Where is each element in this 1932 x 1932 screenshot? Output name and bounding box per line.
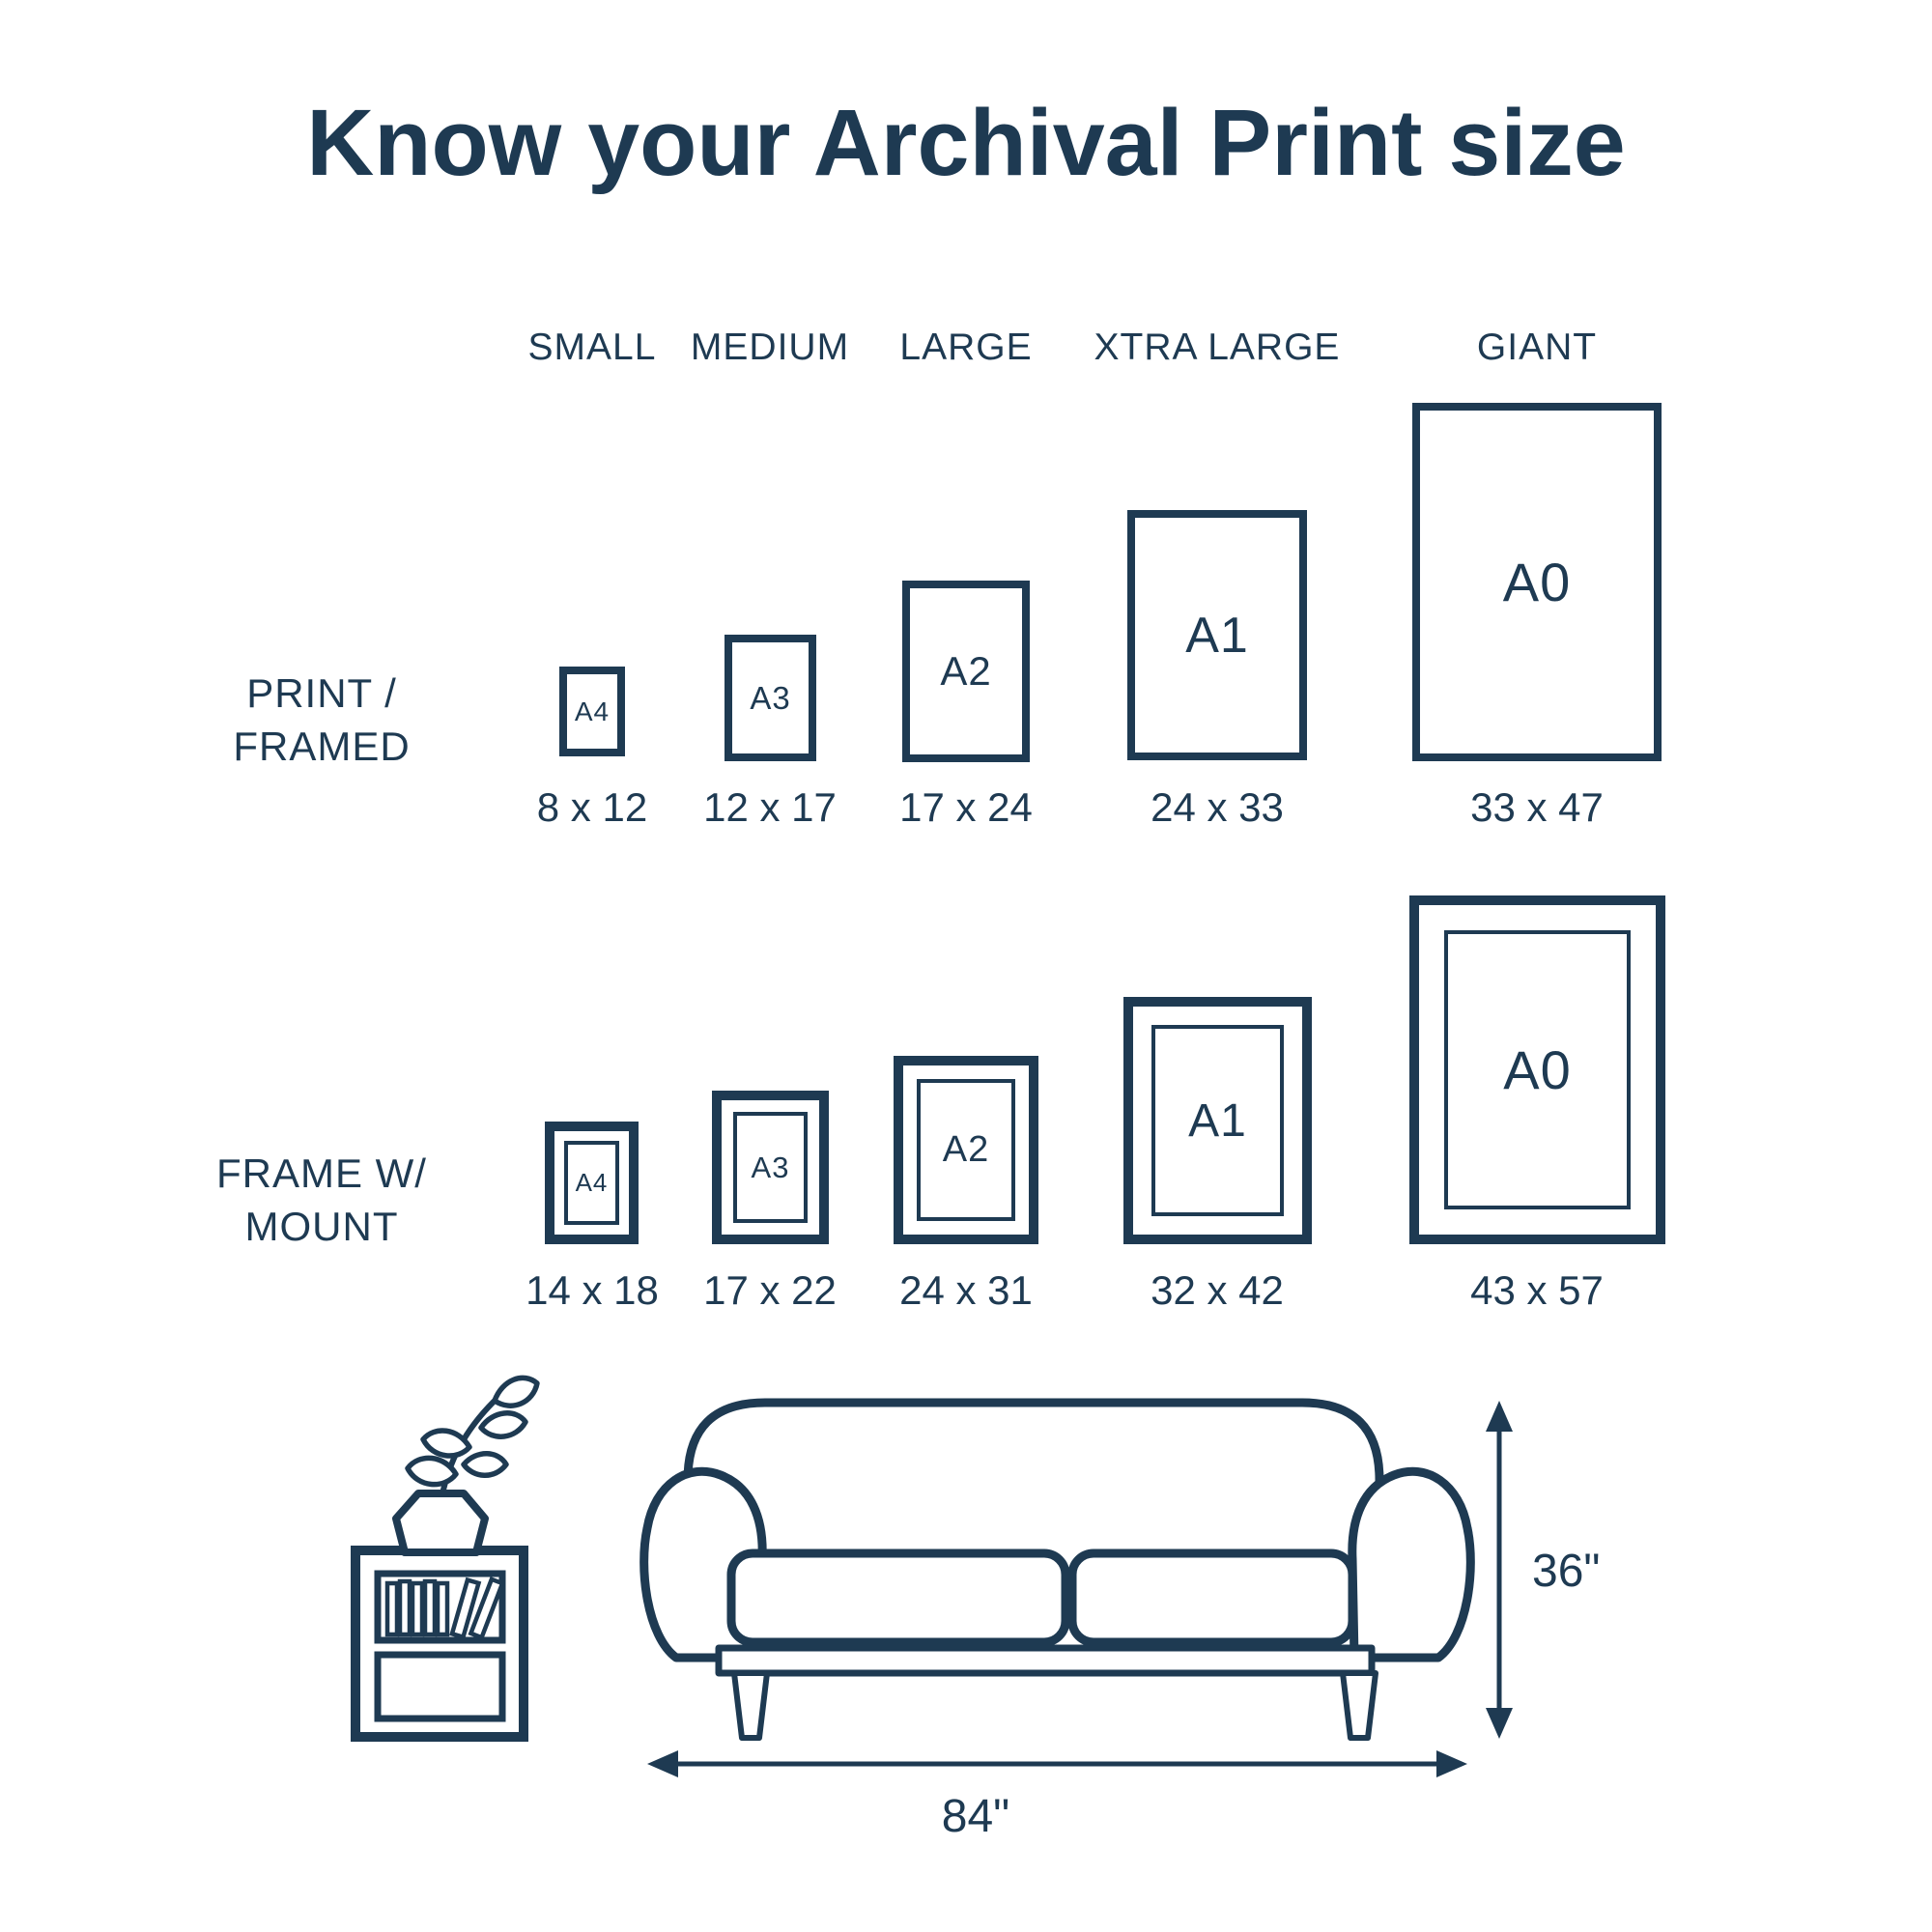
print-size-label-medium: 12 x 17	[703, 784, 837, 830]
mount-size-label-large: 24 x 31	[899, 1267, 1033, 1313]
width-dimension-label: 84"	[941, 1791, 1010, 1842]
height-dimension-label: 36"	[1532, 1546, 1601, 1597]
paper-label-a0: A0	[1502, 552, 1572, 612]
framed-paper-label-a1: A1	[1188, 1094, 1247, 1147]
mount-size-label-xtra-large: 32 x 42	[1151, 1267, 1284, 1313]
column-header-large: LARGE	[899, 327, 1033, 368]
paper-label-a1: A1	[1185, 607, 1249, 664]
print-size-box-a2	[902, 581, 1030, 762]
framed-size-box-a2	[894, 1056, 1038, 1244]
mount-a1	[1151, 1025, 1284, 1216]
mount-a3	[733, 1112, 808, 1223]
plant-icon	[396, 1378, 537, 1552]
row-label-print-framed	[119, 667, 525, 773]
mount-size-label-giant: 43 x 57	[1470, 1267, 1604, 1313]
height-dimension-arrow	[1486, 1401, 1513, 1739]
room-scale-scene	[270, 1372, 1642, 1874]
row-label-frame-mount	[119, 1147, 525, 1253]
mount-a2	[917, 1079, 1015, 1221]
mount-size-label-medium: 17 x 22	[703, 1267, 837, 1313]
print-size-box-a3	[724, 635, 816, 761]
mount-a4	[564, 1141, 619, 1225]
framed-paper-label-a3: A3	[751, 1150, 790, 1184]
print-size-label-giant: 33 x 47	[1470, 784, 1604, 830]
print-size-label-xtra-large: 24 x 33	[1151, 784, 1284, 830]
row-label-mount-line2: MOUNT	[244, 1204, 399, 1249]
width-dimension-arrow	[647, 1750, 1467, 1777]
row-label-print-line1: PRINT /	[246, 670, 397, 716]
row-label-print-line2: FRAMED	[233, 724, 411, 769]
print-size-box-a0	[1412, 403, 1662, 761]
page-title: Know your Archival Print size	[306, 90, 1626, 195]
sofa-icon	[644, 1403, 1471, 1738]
row-label-mount-line1: FRAME W/	[216, 1151, 427, 1196]
print-size-box-a1	[1127, 510, 1307, 760]
paper-label-a4: A4	[574, 696, 611, 726]
column-header-medium: MEDIUM	[690, 327, 850, 368]
framed-size-box-a3	[712, 1091, 829, 1244]
column-header-small: SMALL	[527, 327, 657, 368]
framed-paper-label-a0: A0	[1503, 1039, 1572, 1100]
framed-size-box-a0	[1409, 895, 1665, 1244]
print-size-label-small: 8 x 12	[536, 784, 648, 830]
column-header-xtra-large: XTRA LARGE	[1094, 327, 1341, 368]
framed-size-box-a1	[1123, 997, 1312, 1244]
paper-label-a3: A3	[750, 679, 791, 716]
framed-paper-label-a4: A4	[575, 1168, 609, 1197]
side-table-icon	[355, 1550, 524, 1737]
mount-size-label-small: 14 x 18	[526, 1267, 659, 1313]
column-header-giant: GIANT	[1476, 327, 1598, 368]
print-size-label-large: 17 x 24	[899, 784, 1033, 830]
framed-size-box-a4	[545, 1122, 639, 1244]
paper-label-a2: A2	[940, 648, 992, 694]
framed-paper-label-a2: A2	[942, 1129, 990, 1170]
print-size-box-a4	[559, 667, 625, 756]
mount-a0	[1444, 930, 1631, 1209]
